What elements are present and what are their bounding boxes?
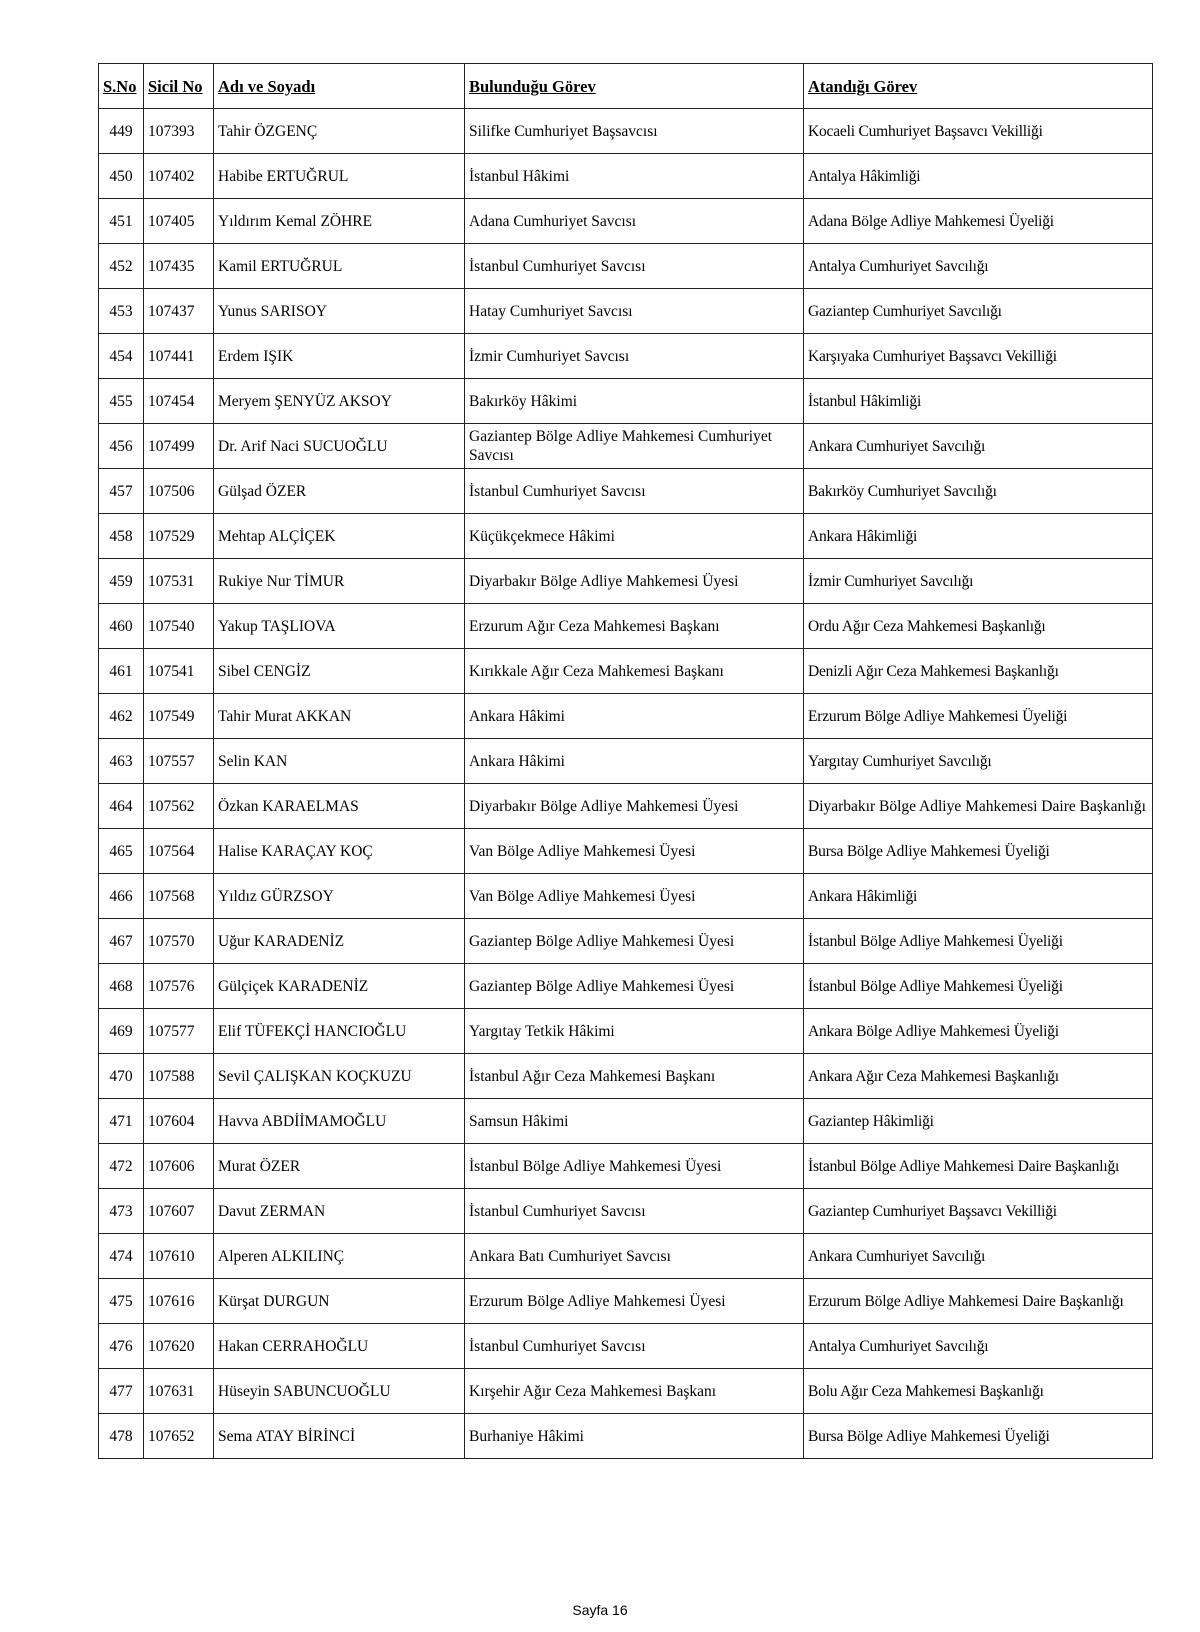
cell-name: Mehtap ALÇİÇEK <box>214 514 465 559</box>
cell-sno: 473 <box>99 1189 144 1234</box>
cell-current-position: İstanbul Cumhuriyet Savcısı <box>465 1189 804 1234</box>
cell-current-position: Ankara Hâkimi <box>465 739 804 784</box>
cell-assigned-position: Ankara Hâkimliği <box>804 514 1153 559</box>
cell-sicil-no: 107604 <box>144 1099 214 1144</box>
table-row <box>99 334 1153 379</box>
cell-sno: 476 <box>99 1324 144 1369</box>
cell-name: Gülşad ÖZER <box>214 469 465 514</box>
cell-sicil-no: 107652 <box>144 1414 214 1459</box>
cell-sicil-no: 107568 <box>144 874 214 919</box>
cell-name: Sema ATAY BİRİNCİ <box>214 1414 465 1459</box>
cell-assigned-position: Bursa Bölge Adliye Mahkemesi Üyeliği <box>804 1414 1153 1459</box>
cell-name: Yıldız GÜRZSOY <box>214 874 465 919</box>
cell-sno: 452 <box>99 244 144 289</box>
cell-name: Sibel CENGİZ <box>214 649 465 694</box>
table-row <box>99 1054 1153 1099</box>
table-row <box>99 964 1153 1009</box>
cell-assigned-position: Erzurum Bölge Adliye Mahkemesi Üyeliği <box>804 694 1153 739</box>
cell-current-position: İstanbul Hâkimi <box>465 154 804 199</box>
cell-assigned-position: Yargıtay Cumhuriyet Savcılığı <box>804 739 1153 784</box>
table-row <box>99 1414 1153 1459</box>
cell-sicil-no: 107607 <box>144 1189 214 1234</box>
cell-sno: 449 <box>99 109 144 154</box>
cell-assigned-position: Denizli Ağır Ceza Mahkemesi Başkanlığı <box>804 649 1153 694</box>
cell-sicil-no: 107631 <box>144 1369 214 1414</box>
table-row <box>99 1189 1153 1234</box>
cell-current-position: Silifke Cumhuriyet Başsavcısı <box>465 109 804 154</box>
cell-sno: 465 <box>99 829 144 874</box>
cell-assigned-position: Ankara Cumhuriyet Savcılığı <box>804 424 1153 469</box>
table-row <box>99 649 1153 694</box>
header-current-position: Bulunduğu Görev <box>465 64 804 109</box>
cell-sno: 457 <box>99 469 144 514</box>
table-row <box>99 1369 1153 1414</box>
table-row <box>99 694 1153 739</box>
cell-sno: 460 <box>99 604 144 649</box>
cell-sno: 453 <box>99 289 144 334</box>
table-row <box>99 289 1153 334</box>
cell-sno: 464 <box>99 784 144 829</box>
cell-sicil-no: 107402 <box>144 154 214 199</box>
table-row <box>99 1324 1153 1369</box>
cell-sicil-no: 107564 <box>144 829 214 874</box>
cell-name: Kamil ERTUĞRUL <box>214 244 465 289</box>
cell-assigned-position: Ankara Bölge Adliye Mahkemesi Üyeliği <box>804 1009 1153 1054</box>
cell-current-position: Van Bölge Adliye Mahkemesi Üyesi <box>465 874 804 919</box>
cell-assigned-position: İstanbul Bölge Adliye Mahkemesi Üyeliği <box>804 964 1153 1009</box>
table-row <box>99 1099 1153 1144</box>
cell-sicil-no: 107393 <box>144 109 214 154</box>
cell-name: Meryem ŞENYÜZ AKSOY <box>214 379 465 424</box>
cell-current-position: Samsun Hâkimi <box>465 1099 804 1144</box>
header-row <box>99 64 1153 109</box>
cell-sicil-no: 107506 <box>144 469 214 514</box>
table-row <box>99 559 1153 604</box>
cell-sno: 459 <box>99 559 144 604</box>
table-row <box>99 604 1153 649</box>
cell-sno: 454 <box>99 334 144 379</box>
cell-current-position: Bakırköy Hâkimi <box>465 379 804 424</box>
table-row <box>99 379 1153 424</box>
cell-name: Sevil ÇALIŞKAN KOÇKUZU <box>214 1054 465 1099</box>
cell-current-position: Gaziantep Bölge Adliye Mahkemesi Üyesi <box>465 964 804 1009</box>
table-row <box>99 874 1153 919</box>
cell-current-position: Yargıtay Tetkik Hâkimi <box>465 1009 804 1054</box>
cell-sno: 478 <box>99 1414 144 1459</box>
cell-current-position: Ankara Hâkimi <box>465 694 804 739</box>
cell-current-position: Kırıkkale Ağır Ceza Mahkemesi Başkanı <box>465 649 804 694</box>
cell-name: Alperen ALKILINÇ <box>214 1234 465 1279</box>
cell-sno: 450 <box>99 154 144 199</box>
table-row <box>99 1279 1153 1324</box>
cell-current-position: İstanbul Bölge Adliye Mahkemesi Üyesi <box>465 1144 804 1189</box>
cell-sicil-no: 107541 <box>144 649 214 694</box>
cell-sno: 468 <box>99 964 144 1009</box>
cell-sno: 469 <box>99 1009 144 1054</box>
cell-name: Elif TÜFEKÇİ HANCIOĞLU <box>214 1009 465 1054</box>
cell-name: Özkan KARAELMAS <box>214 784 465 829</box>
cell-current-position: Diyarbakır Bölge Adliye Mahkemesi Üyesi <box>465 559 804 604</box>
cell-sicil-no: 107540 <box>144 604 214 649</box>
cell-current-position: Hatay Cumhuriyet Savcısı <box>465 289 804 334</box>
cell-name: Yakup TAŞLIOVA <box>214 604 465 649</box>
cell-current-position: İstanbul Cumhuriyet Savcısı <box>465 469 804 514</box>
header-sicil-no: Sicil No <box>144 64 214 109</box>
cell-sno: 455 <box>99 379 144 424</box>
cell-current-position: İstanbul Ağır Ceza Mahkemesi Başkanı <box>465 1054 804 1099</box>
cell-current-position: Küçükçekmece Hâkimi <box>465 514 804 559</box>
cell-assigned-position: Antalya Cumhuriyet Savcılığı <box>804 1324 1153 1369</box>
cell-name: Yunus SARISOY <box>214 289 465 334</box>
cell-assigned-position: Ankara Cumhuriyet Savcılığı <box>804 1234 1153 1279</box>
cell-current-position: İstanbul Cumhuriyet Savcısı <box>465 244 804 289</box>
cell-sicil-no: 107557 <box>144 739 214 784</box>
cell-sno: 461 <box>99 649 144 694</box>
cell-assigned-position: Kocaeli Cumhuriyet Başsavcı Vekilliği <box>804 109 1153 154</box>
cell-name: Dr. Arif Naci SUCUOĞLU <box>214 424 465 469</box>
cell-name: Halise KARAÇAY KOÇ <box>214 829 465 874</box>
cell-assigned-position: İstanbul Hâkimliği <box>804 379 1153 424</box>
cell-sicil-no: 107616 <box>144 1279 214 1324</box>
cell-assigned-position: Adana Bölge Adliye Mahkemesi Üyeliği <box>804 199 1153 244</box>
cell-sno: 456 <box>99 424 144 469</box>
table-row <box>99 1009 1153 1054</box>
header-name: Adı ve Soyadı <box>214 64 465 109</box>
cell-sno: 475 <box>99 1279 144 1324</box>
header-sno: S.No <box>99 64 144 109</box>
table-row <box>99 199 1153 244</box>
cell-assigned-position: Gaziantep Cumhuriyet Savcılığı <box>804 289 1153 334</box>
cell-current-position: İzmir Cumhuriyet Savcısı <box>465 334 804 379</box>
cell-assigned-position: Antalya Hâkimliği <box>804 154 1153 199</box>
table-row <box>99 1234 1153 1279</box>
cell-sicil-no: 107529 <box>144 514 214 559</box>
table-row <box>99 424 1153 469</box>
cell-assigned-position: Ordu Ağır Ceza Mahkemesi Başkanlığı <box>804 604 1153 649</box>
cell-name: Rukiye Nur TİMUR <box>214 559 465 604</box>
table-row <box>99 469 1153 514</box>
cell-assigned-position: Bursa Bölge Adliye Mahkemesi Üyeliği <box>804 829 1153 874</box>
cell-sno: 467 <box>99 919 144 964</box>
cell-assigned-position: Ankara Hâkimliği <box>804 874 1153 919</box>
cell-current-position: Erzurum Bölge Adliye Mahkemesi Üyesi <box>465 1279 804 1324</box>
table-row <box>99 109 1153 154</box>
cell-sicil-no: 107437 <box>144 289 214 334</box>
cell-assigned-position: Ankara Ağır Ceza Mahkemesi Başkanlığı <box>804 1054 1153 1099</box>
appointment-table <box>98 63 1153 1459</box>
cell-assigned-position: Bolu Ağır Ceza Mahkemesi Başkanlığı <box>804 1369 1153 1414</box>
header-assigned-position: Atandığı Görev <box>804 64 1153 109</box>
cell-name: Gülçiçek KARADENİZ <box>214 964 465 1009</box>
cell-sicil-no: 107606 <box>144 1144 214 1189</box>
cell-sicil-no: 107435 <box>144 244 214 289</box>
cell-sicil-no: 107570 <box>144 919 214 964</box>
table-row <box>99 829 1153 874</box>
cell-current-position: İstanbul Cumhuriyet Savcısı <box>465 1324 804 1369</box>
cell-assigned-position: Antalya Cumhuriyet Savcılığı <box>804 244 1153 289</box>
cell-current-position: Kırşehir Ağır Ceza Mahkemesi Başkanı <box>465 1369 804 1414</box>
cell-assigned-position: Erzurum Bölge Adliye Mahkemesi Daire Başkanlığı <box>804 1279 1153 1324</box>
cell-name: Habibe ERTUĞRUL <box>214 154 465 199</box>
cell-sno: 477 <box>99 1369 144 1414</box>
cell-sno: 463 <box>99 739 144 784</box>
cell-current-position: Gaziantep Bölge Adliye Mahkemesi Üyesi <box>465 919 804 964</box>
table-row <box>99 784 1153 829</box>
table-body <box>99 109 1153 1459</box>
cell-sicil-no: 107620 <box>144 1324 214 1369</box>
cell-assigned-position: İstanbul Bölge Adliye Mahkemesi Üyeliği <box>804 919 1153 964</box>
cell-sno: 474 <box>99 1234 144 1279</box>
cell-name: Erdem IŞIK <box>214 334 465 379</box>
cell-assigned-position: Gaziantep Cumhuriyet Başsavcı Vekilliği <box>804 1189 1153 1234</box>
cell-sno: 458 <box>99 514 144 559</box>
cell-current-position: Adana Cumhuriyet Savcısı <box>465 199 804 244</box>
cell-assigned-position: Gaziantep Hâkimliği <box>804 1099 1153 1144</box>
table-row <box>99 514 1153 559</box>
cell-sno: 472 <box>99 1144 144 1189</box>
cell-assigned-position: Diyarbakır Bölge Adliye Mahkemesi Daire Başkanlığı <box>804 784 1153 829</box>
cell-sno: 462 <box>99 694 144 739</box>
cell-sno: 466 <box>99 874 144 919</box>
table-row <box>99 919 1153 964</box>
cell-assigned-position: İzmir Cumhuriyet Savcılığı <box>804 559 1153 604</box>
cell-name: Yıldırım Kemal ZÖHRE <box>214 199 465 244</box>
cell-sicil-no: 107610 <box>144 1234 214 1279</box>
cell-sicil-no: 107588 <box>144 1054 214 1099</box>
cell-sicil-no: 107499 <box>144 424 214 469</box>
table-header <box>99 64 1153 109</box>
cell-sicil-no: 107405 <box>144 199 214 244</box>
cell-name: Uğur KARADENİZ <box>214 919 465 964</box>
cell-sicil-no: 107562 <box>144 784 214 829</box>
cell-name: Tahir Murat AKKAN <box>214 694 465 739</box>
cell-current-position: Ankara Batı Cumhuriyet Savcısı <box>465 1234 804 1279</box>
cell-current-position: Burhaniye Hâkimi <box>465 1414 804 1459</box>
cell-sno: 471 <box>99 1099 144 1144</box>
cell-name: Havva ABDİİMAMOĞLU <box>214 1099 465 1144</box>
cell-current-position: Erzurum Ağır Ceza Mahkemesi Başkanı <box>465 604 804 649</box>
cell-name: Kürşat DURGUN <box>214 1279 465 1324</box>
cell-name: Hüseyin SABUNCUOĞLU <box>214 1369 465 1414</box>
cell-sno: 451 <box>99 199 144 244</box>
cell-assigned-position: Bakırköy Cumhuriyet Savcılığı <box>804 469 1153 514</box>
page-number: Sayfa 16 <box>572 1602 628 1618</box>
table-row <box>99 1144 1153 1189</box>
cell-sicil-no: 107576 <box>144 964 214 1009</box>
cell-sicil-no: 107531 <box>144 559 214 604</box>
cell-name: Selin KAN <box>214 739 465 784</box>
cell-sicil-no: 107549 <box>144 694 214 739</box>
table-row <box>99 739 1153 784</box>
cell-current-position: Van Bölge Adliye Mahkemesi Üyesi <box>465 829 804 874</box>
cell-assigned-position: Karşıyaka Cumhuriyet Başsavcı Vekilliği <box>804 334 1153 379</box>
cell-name: Tahir ÖZGENÇ <box>214 109 465 154</box>
cell-sicil-no: 107454 <box>144 379 214 424</box>
cell-sicil-no: 107441 <box>144 334 214 379</box>
cell-current-position: Gaziantep Bölge Adliye Mahkemesi Cumhuriyet Savcısı <box>465 424 804 469</box>
cell-name: Hakan CERRAHOĞLU <box>214 1324 465 1369</box>
cell-name: Davut ZERMAN <box>214 1189 465 1234</box>
cell-current-position: Diyarbakır Bölge Adliye Mahkemesi Üyesi <box>465 784 804 829</box>
table-row <box>99 154 1153 199</box>
cell-sno: 470 <box>99 1054 144 1099</box>
cell-assigned-position: İstanbul Bölge Adliye Mahkemesi Daire Başkanlığı <box>804 1144 1153 1189</box>
cell-name: Murat ÖZER <box>214 1144 465 1189</box>
cell-sicil-no: 107577 <box>144 1009 214 1054</box>
table-row <box>99 244 1153 289</box>
